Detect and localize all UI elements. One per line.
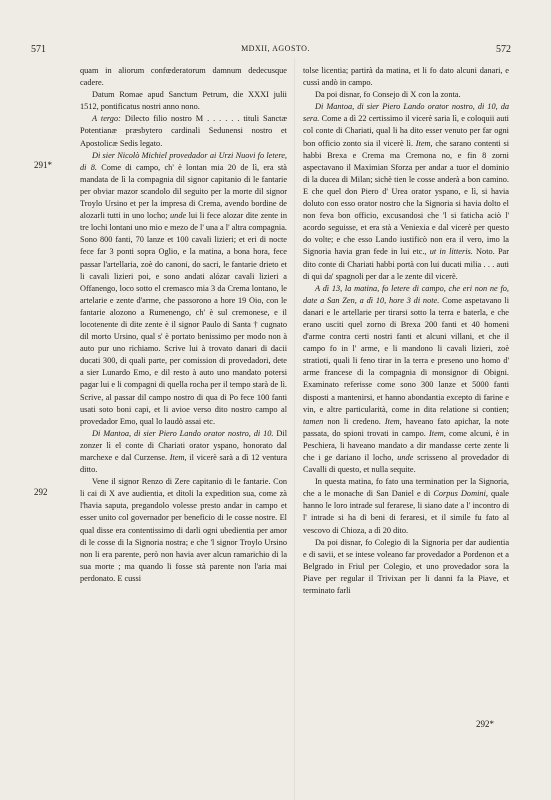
paragraph: Da poi disnar, fo Consejo di X con la zonta. bbox=[315, 90, 461, 100]
address-lead: A tergo: bbox=[92, 114, 121, 124]
letter-heading: Di Mantoa, di sier Piero Lando orator nostro, di 10. bbox=[92, 428, 274, 438]
page-header bbox=[0, 44, 551, 60]
paragraph: Di Mantoa, di sier Piero Lando orator nostro, di 10, da sera. Come a dì 22 certissimo il vicerè saria lì, e coloquii auti col conte di Chariati, qual li ha dito esser venuto per far ogni bon officio zonto sia il vicerè lì. Item, che sarano contenti si habbi Brexa e Crema ma Cremona no, e fin 8 zorni aspectavano il Maximian Sforza per andar a tuor el dominio di la ducea di Milan; sichè tien le cosse anderà a bon camino. E che quel don Piero d' Urea orator yspano, e lì, si havia doluto con esso orator nostro che la Signoria si havia dolto el non feva bon officio, excusandosi che 'l si faticha aciò l' acordo seguisse, et era stà a Veniexia e dal vicerè per questo do volte; e che esso Lando iustificò non era il vero, imo la Signoria havia gran fede in lui etc., ut in litteris. Noto. Par dito conte di Chariati habbi portà con lui ducati milia . . . auti di qui da' spagnoli per dar a le zente dil vicerè. bbox=[303, 102, 510, 281]
paragraph: Di Mantoa, di sier Piero Lando orator nostro, di 10. Dil zonzer lì el conte di Chariati orator yspano, honorato dal marchexe e dal Curzense. Item, il vicerè sarà a dì 12 ventura ditto. bbox=[80, 428, 287, 475]
page-number-right: 572 bbox=[496, 44, 511, 55]
margin-note-left-b: 292 bbox=[34, 487, 48, 497]
margin-note-right-a: 292* bbox=[476, 719, 494, 729]
paragraph: tolse licentia; partirà da matina, et li fo dato alcuni danari, e cussì andò in campo. bbox=[303, 66, 509, 88]
paragraph: In questa matina, fo fato una termination per la Signoria, che a le monache di San Daniel e di Corpus Domini, quale hanno le loro intrade sul ferarese, li siano date a l' incontro di l' intrade si ha di beni di feraresi, et il simile fu fato al vescovo di Chioza, a dì 20 dito. bbox=[303, 477, 509, 535]
paragraph: A dì 13, la matina, fo letere di campo, che eri non ne fo, date a San Zen, a dì 10, hore 3 di note. Come aspetavano li danari e le artellarie per tirarsi sotto la terra e baterla, e che erano usciti quel zorno di Brexa 200 fanti et 40 homeni d'arme contra certi nostri fanti et alcuni villani, et che il campo fo in l' arme, e li mandono li cavali lizieri, zoè stratioti, quali li feno tirar in la terra e preseno uno homo d' arme francese di la compagnia di monsignor di Obigni. Examinato referisse come sono 300 lanze et 5000 fanti disposti a mantenirsi, et hanno abondantia excepto di farine e vin, e altre particularità, come in dita relatione si contien; tamen non li credeno. Item, haveano fato apichar, la note passata, do spioni trovati in campo. Item, come alcuni, è in Peschiera, li haveano mandato a dir mandasse certe zente li che i ge dariano il locho, unde scrisseno al provedador di Cavalli di questo, et nulla sequite. bbox=[303, 283, 510, 475]
right-column bbox=[303, 65, 509, 597]
paragraph: Di sier Nicolò Michiel provedador ai Urzi Nuovi fo letere, di 8. Come di campo, ch' è lontan mia 20 de lì, era stà mandata de lì la compagnia dil signor capitanio di le fantarie per obviar mazor scandolo dil seguito per la morte dil signor Troylo Ursino et per la impresa di Crema, avendo bordine de alozarli tutti in uno locho; unde lui li fece alozar dite zente in tre lochi lontani uno mio e mezo de l' una a l' altra compagnia. Sono 800 fanti, 70 lanze et 100 cavali lizieri; et eri di nocte fece far 3 ponti sopra Oglio, e la matina, a bona hora, fece passar l'artellaria, zoè do canoni, do sacri, le fantarie drieto et li cavali lizieri poi, e sono andati alózar cavali lizieri a Offanengo, loco sotto el cremasco mia 3 da Crema lontano, le artelarie e zente d'arme, che passorono a hore 19 Oio, con le fantarie alozono a Rumenengo, ch' è sul cremonese, e il locotenente di dite zente è il signor Paulo di Santa † cugnato dil morto Ursino, qual s' è portato benissimo per modo non à auto pur uno richiamo. Scrive lui à trovato danari di dacii ducati 300, di quali parte, per comission di provedadori, dete a sier Lunardo Emo, e dil resto à auto uno mandato potersi pagar lui e li compagni di quella rocha per il tempo starà de lì. Scrive, al passar dil campo nostro di qua di Po fece 100 fanti usati soto boni capi, et li avioe verso dito nostro campo al provedador Emo, qual lo laudò assai etc. bbox=[80, 150, 287, 426]
paragraph: Vene il signor Renzo di Zere capitanio di le fantarie. Con li cai di X ave audientia, et ditoli la expedition sua, come zà l'havia saputa, pregandolo volesse presto andar in campo et esser unito col governador per beneficio di le cosse nostre. El qual disse era contentissimo di darli ogni ubedientia per amor di le cosse di la Signoria nostra; e che 'l signor Troylo Ursino non li era parente, però non havia aver alcun ramarichio di la sua morte ; ma quando li fosse stà parente non l'aria mai perdonato. E cussi bbox=[80, 477, 287, 583]
running-title: MDXII, AGOSTO. bbox=[241, 44, 310, 53]
letter-heading: Di Mantoa, di sier Piero Lando orator nostro, di 10, da sera. bbox=[303, 102, 509, 124]
page-number-left: 571 bbox=[31, 44, 46, 55]
paragraph: Da poi disnar, fo Colegio di la Signoria per dar audientia e di savii, et se intese voleano far provedador a Pordenon et a Belgrado in Friul per Colegio, et uno provedador sora la Piave per regular il Trivixan per li danni fa la Piave, et terminato farli bbox=[303, 537, 509, 596]
left-column bbox=[80, 65, 287, 585]
paragraph: quam in aliorum confœderatorum damnum dedecusque cadere. bbox=[80, 66, 287, 88]
letter-heading: A dì 13, la matina, fo letere di campo, che eri non ne fo, date a San Zen, a dì 10, hore 3 di note. bbox=[303, 283, 509, 305]
paragraph: Datum Romae apud Sanctum Petrum, die XXXI julii 1512, pontificatus nostri anno nono. bbox=[80, 90, 287, 112]
gutter-shadow bbox=[294, 58, 295, 800]
paragraph: A tergo: Dilecto filio nostro M . . . . . . tituli Sanctæ Potentianæ præsbytero cardinali Sedunensi nostro et Apostolicæ Sedis legato. bbox=[80, 114, 287, 148]
letter-heading: Di sier Nicolò Michiel provedador ai Urzi Nuovi fo letere, di 8. bbox=[80, 150, 287, 172]
margin-note-left-a: 291* bbox=[34, 160, 52, 170]
